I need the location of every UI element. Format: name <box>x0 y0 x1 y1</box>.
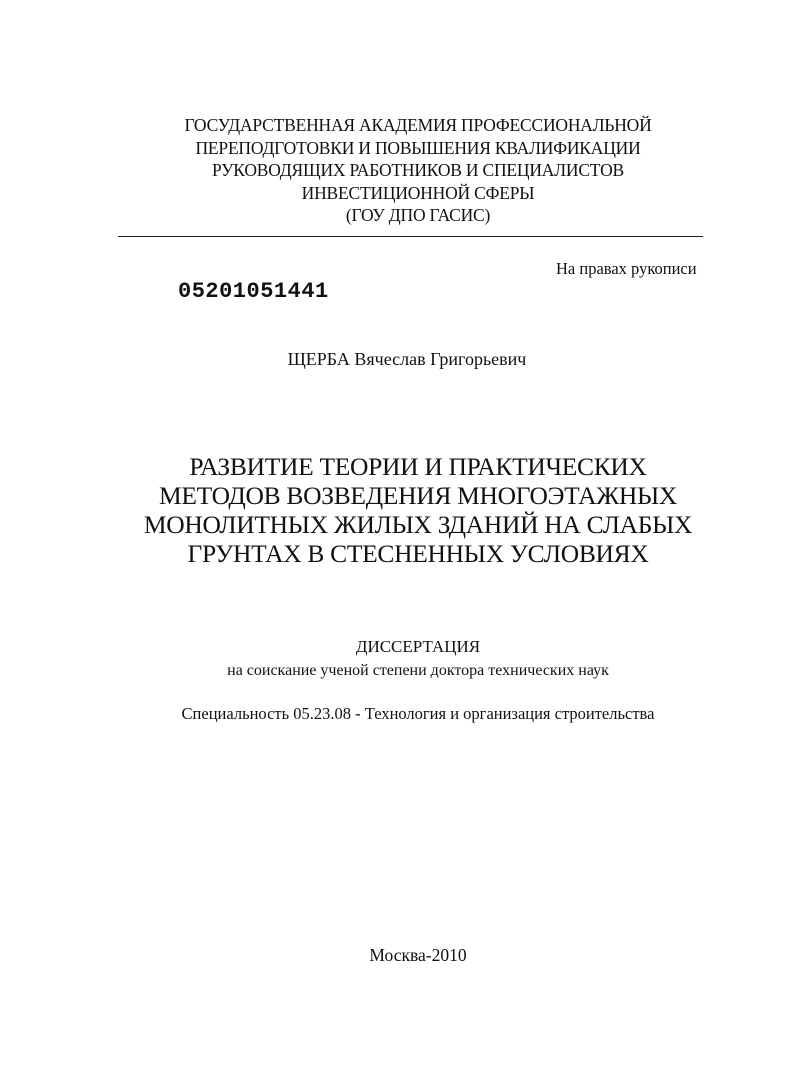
document-type: ДИССЕРТАЦИЯ <box>355 637 481 656</box>
institution-line: ПЕРЕПОДГОТОВКИ И ПОВЫШЕНИЯ КВАЛИФИКАЦИИ <box>195 137 641 158</box>
specialty-statement: Специальность 05.23.08 - Технология и организация строительства <box>181 704 655 723</box>
city-year: Москва-2010 <box>369 945 467 965</box>
institution-line: ИНВЕСТИЦИОННОЙ СФЕРЫ <box>301 182 535 203</box>
degree-statement: на соискание ученой степени доктора технических наук <box>227 662 609 679</box>
title-line: ГРУНТАХ В СТЕСНЕННЫХ УСЛОВИЯХ <box>187 539 649 568</box>
title-line: РАЗВИТИЕ ТЕОРИИ И ПРАКТИЧЕСКИХ <box>189 452 647 481</box>
library-code-number: 05201051441 <box>178 279 329 304</box>
institution-line: ГОСУДАРСТВЕННАЯ АКАДЕМИЯ ПРОФЕССИОНАЛЬНОЙ <box>184 115 652 135</box>
title-line: МЕТОДОВ ВОЗВЕДЕНИЯ МНОГОЭТАЖНЫХ <box>159 481 677 510</box>
institution-abbreviation: (ГОУ ДПО ГАСИС) <box>345 205 491 225</box>
title-line: МОНОЛИТНЫХ ЖИЛЫХ ЗДАНИЙ НА СЛАБЫХ <box>143 510 693 539</box>
institution-name <box>0 114 796 227</box>
institution-line: РУКОВОДЯЩИХ РАБОТНИКОВ И СПЕЦИАЛИСТОВ <box>212 160 624 180</box>
manuscript-rights-note: На правах рукописи <box>556 259 697 278</box>
author-name: ЩЕРБА Вячеслав Григорьевич <box>287 349 527 369</box>
dissertation-title <box>0 452 796 568</box>
divider-line <box>118 236 703 237</box>
